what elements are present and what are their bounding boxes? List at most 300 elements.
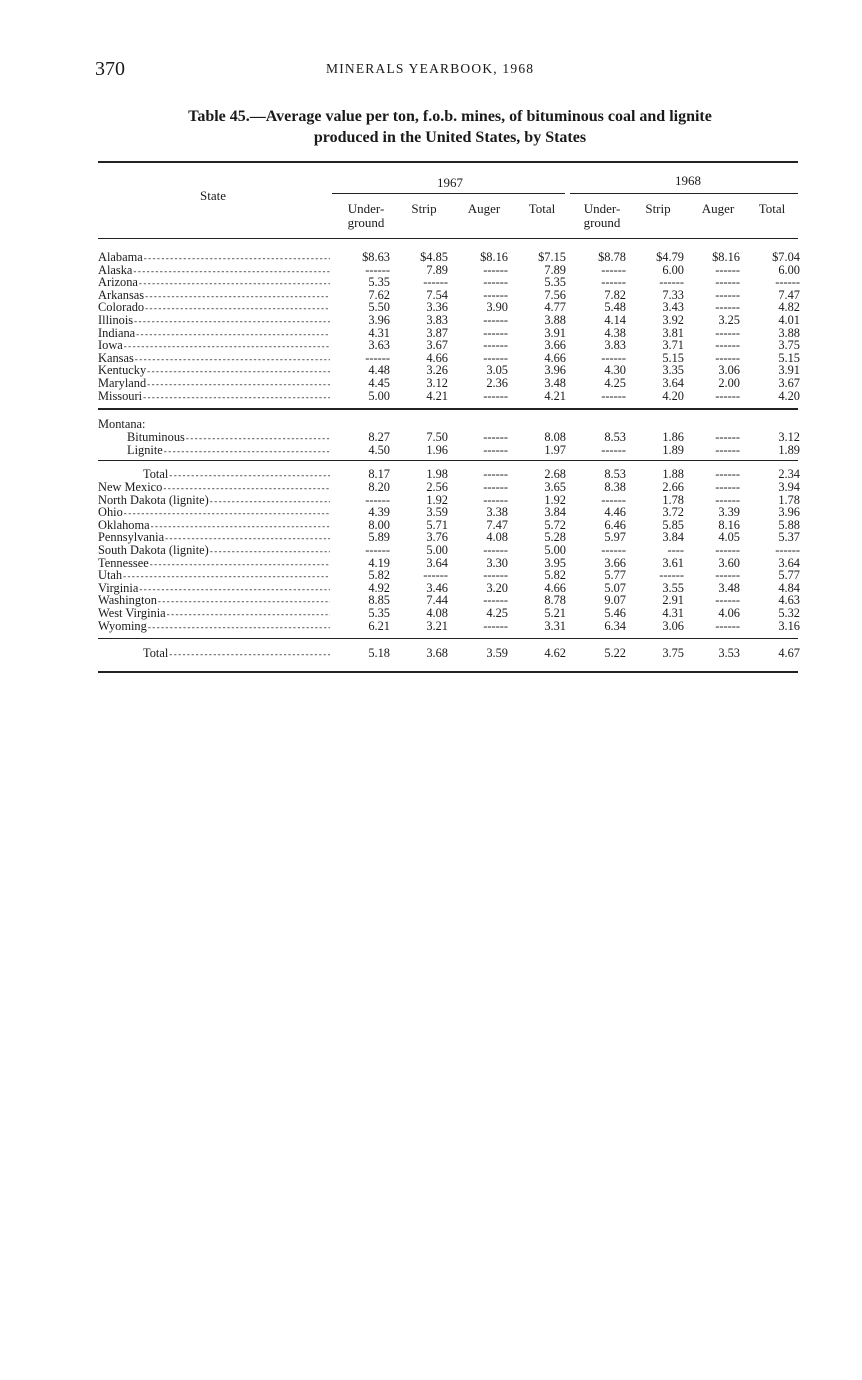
cell-value: 5.07 <box>604 580 626 595</box>
cell-value: 5.88 <box>778 517 800 532</box>
total-1967-header: Total <box>528 201 556 216</box>
row-label: Lignite ----- <box>127 444 330 458</box>
cell-value: ------ <box>715 593 740 608</box>
cell-value: 3.84 <box>544 505 566 520</box>
year-1968-header: 1968 <box>675 173 701 188</box>
auger-1967-header: Auger <box>467 201 501 216</box>
cell-value: 7.62 <box>368 287 390 302</box>
cell-value: ------ <box>715 300 740 315</box>
cell-value: 5.48 <box>604 300 626 315</box>
cell-value: 5.37 <box>778 530 800 545</box>
cell-value: 5.00 <box>426 543 448 557</box>
cell-value: 1.92 <box>426 492 448 507</box>
auger-1968-header: Auger <box>701 201 735 216</box>
cell-value: 3.94 <box>778 480 800 494</box>
bottom-rule <box>98 671 798 673</box>
cell-value: 4.30 <box>604 363 626 378</box>
cell-value: 3.83 <box>604 338 626 353</box>
table-row <box>98 557 802 570</box>
cell-value: 3.75 <box>662 646 684 660</box>
cell-value: 3.90 <box>486 300 508 315</box>
table-row <box>98 544 802 557</box>
cell-value: 3.05 <box>486 363 508 378</box>
cell-value: 3.66 <box>544 338 566 353</box>
cell-value: 3.92 <box>662 313 684 327</box>
cell-value: 8.38 <box>604 480 626 494</box>
cell-value: 1.92 <box>544 492 566 507</box>
cell-value: 3.65 <box>544 480 566 494</box>
table-row <box>98 352 802 365</box>
cell-value: 8.08 <box>544 430 566 444</box>
cell-value: 3.21 <box>426 618 448 633</box>
cell-value: 2.56 <box>426 480 448 494</box>
cell-value: 3.96 <box>368 313 390 327</box>
cell-value: 4.67 <box>778 646 800 660</box>
cell-value: $8.63 <box>362 250 390 264</box>
table-row <box>98 569 802 582</box>
row-label: Pennsylvania ----- <box>98 531 330 545</box>
row-label: Arkansas ----- <box>98 289 330 303</box>
cell-value: 4.25 <box>604 376 626 390</box>
cell-value: 3.12 <box>778 430 800 444</box>
cell-value: 4.08 <box>486 530 508 545</box>
cell-value: 6.00 <box>662 262 684 277</box>
cell-value: 3.91 <box>544 325 566 340</box>
row-label: Maryland ----- <box>98 377 330 391</box>
cell-value: 3.59 <box>426 505 448 520</box>
cell-value: ------ <box>659 275 684 290</box>
cell-value: 2.36 <box>486 376 508 390</box>
cell-value: ------ <box>365 350 390 365</box>
cell-value: 3.72 <box>662 505 684 520</box>
cell-value: ------ <box>715 442 740 457</box>
cell-value: ------ <box>715 275 740 290</box>
row-label: Alaska ----- <box>98 264 330 278</box>
row-label: Tennessee ----- <box>98 557 330 571</box>
grand-total-row <box>98 647 802 660</box>
cell-value: 1.89 <box>778 442 800 457</box>
cell-value: ---- <box>667 543 684 557</box>
row-label: Illinois ----- <box>98 314 330 328</box>
cell-value: 3.96 <box>544 363 566 378</box>
cell-value: 7.54 <box>426 287 448 302</box>
cell-value: 4.66 <box>544 580 566 595</box>
cell-value: 5.77 <box>778 568 800 583</box>
underground-1967-header: Under- ground <box>347 201 385 230</box>
cell-value: 4.63 <box>778 593 800 608</box>
cell-value: 3.12 <box>426 376 448 390</box>
table-row <box>98 620 802 633</box>
cell-value: 7.47 <box>778 287 800 302</box>
cell-value: $8.78 <box>598 250 626 264</box>
cell-value: 9.07 <box>604 593 626 608</box>
cell-value: 5.18 <box>368 646 390 660</box>
cell-value: 3.31 <box>544 618 566 633</box>
cell-value: ------ <box>715 325 740 340</box>
montana-subrow <box>98 444 802 457</box>
cell-value: ------ <box>715 262 740 277</box>
row-label: Kentucky ----- <box>98 364 330 378</box>
table-row <box>98 301 802 314</box>
cell-value: ------ <box>775 275 800 290</box>
cell-value: 1.96 <box>426 442 448 457</box>
cell-value: 4.48 <box>368 363 390 378</box>
table-title-line-2: produced in the United States, by States <box>313 129 587 146</box>
cell-value: ------ <box>483 593 508 608</box>
cell-value: 3.30 <box>486 555 508 570</box>
cell-value: 5.82 <box>544 568 566 583</box>
cell-value: 5.77 <box>604 568 626 583</box>
cell-value: 6.34 <box>604 618 626 633</box>
cell-value: ------ <box>483 287 508 302</box>
cell-value: 5.72 <box>544 517 566 532</box>
cell-value: 8.53 <box>604 430 626 444</box>
cell-value: 8.00 <box>368 517 390 532</box>
cell-value: 8.17 <box>368 467 390 481</box>
cell-value: 1.86 <box>662 430 684 444</box>
row-label: Oklahoma ----- <box>98 519 330 533</box>
cell-value: ------ <box>483 350 508 365</box>
cell-value: 3.36 <box>426 300 448 315</box>
cell-value: 5.35 <box>368 606 390 620</box>
row-label: Virginia ----- <box>98 582 330 596</box>
cell-value: 1.98 <box>426 467 448 481</box>
total-1968-header: Total <box>758 201 786 216</box>
cell-value: 8.16 <box>718 517 740 532</box>
montana-heading-row <box>98 418 802 431</box>
cell-value: 5.00 <box>368 388 390 403</box>
table-title-line-1: Table 45.—Average value per ton, f.o.b. mines, of bituminous coal and lignite <box>188 108 712 125</box>
cell-value: ------ <box>483 262 508 277</box>
table-row <box>98 481 802 494</box>
cell-value: 3.46 <box>426 580 448 595</box>
cell-value: 7.89 <box>544 262 566 277</box>
cell-value: 3.55 <box>662 580 684 595</box>
cell-value: 4.25 <box>486 606 508 620</box>
year-1967-header: 1967 <box>437 175 463 190</box>
cell-value: ------ <box>483 480 508 494</box>
cell-value: ------ <box>715 480 740 494</box>
state-header: State <box>200 188 226 203</box>
table-row <box>98 519 802 532</box>
table-row <box>98 390 802 403</box>
cell-value: 3.83 <box>426 313 448 327</box>
running-head: MINERALS YEARBOOK, 1968 <box>326 61 535 76</box>
montana-divider-rule <box>98 408 798 410</box>
cell-value: 4.08 <box>426 606 448 620</box>
cell-value: ------ <box>483 325 508 340</box>
cell-value: 4.21 <box>426 388 448 403</box>
cell-value: ------ <box>659 568 684 583</box>
table-row <box>98 289 802 302</box>
cell-value: $8.16 <box>712 250 740 264</box>
table-row <box>98 506 802 519</box>
strip-1967-header: Strip <box>411 201 437 216</box>
cell-value: 2.91 <box>662 593 684 608</box>
cell-value: ------ <box>483 467 508 481</box>
cell-value: 3.87 <box>426 325 448 340</box>
row-label: Bituminous ----- <box>127 431 330 445</box>
cell-value: ------ <box>423 568 448 583</box>
cell-value: 3.84 <box>662 530 684 545</box>
grand-total-rule <box>98 638 798 639</box>
table-row <box>98 327 802 340</box>
cell-value: 8.85 <box>368 593 390 608</box>
table-row <box>98 377 802 390</box>
cell-value: 4.82 <box>778 300 800 315</box>
underground-1968-header: Under- ground <box>583 201 621 230</box>
cell-value: 3.91 <box>778 363 800 378</box>
cell-value: ------ <box>483 543 508 557</box>
row-label: Wyoming ----- <box>98 620 330 634</box>
table-row <box>98 494 802 507</box>
cell-value: 7.50 <box>426 430 448 444</box>
cell-value: 5.35 <box>368 275 390 290</box>
cell-value: 2.66 <box>662 480 684 494</box>
row-label: Colorado ----- <box>98 301 330 315</box>
cell-value: 3.63 <box>368 338 390 353</box>
cell-value: 6.46 <box>604 517 626 532</box>
cell-value: 3.53 <box>718 646 740 660</box>
cell-value: 7.44 <box>426 593 448 608</box>
cell-value: 3.96 <box>778 505 800 520</box>
cell-value: ------ <box>365 492 390 507</box>
row-label: Iowa ----- <box>98 339 330 353</box>
row-label: Utah ----- <box>98 569 330 583</box>
cell-value: $7.15 <box>538 250 566 264</box>
cell-value: ------ <box>715 338 740 353</box>
cell-value: 4.31 <box>662 606 684 620</box>
cell-value: 4.46 <box>604 505 626 520</box>
row-label: Alabama ----- <box>98 251 330 265</box>
cell-value: 3.88 <box>778 325 800 340</box>
cell-value: ------ <box>365 543 390 557</box>
cell-value: 5.28 <box>544 530 566 545</box>
table-row <box>98 607 802 620</box>
cell-value: 6.21 <box>368 618 390 633</box>
cell-value: ------ <box>715 430 740 444</box>
row-label: New Mexico ----- <box>98 481 330 495</box>
cell-value: 3.61 <box>662 555 684 570</box>
cell-value: ------ <box>715 492 740 507</box>
cell-value: ------ <box>483 618 508 633</box>
cell-value: ------ <box>483 338 508 353</box>
cell-value: 1.88 <box>662 467 684 481</box>
cell-value: ------ <box>483 313 508 327</box>
cell-value: ------ <box>483 442 508 457</box>
cell-value: 5.15 <box>662 350 684 365</box>
header-bottom-rule <box>98 238 798 239</box>
cell-value: 4.66 <box>426 350 448 365</box>
cell-value: 4.39 <box>368 505 390 520</box>
cell-value: 3.26 <box>426 363 448 378</box>
row-label: Montana: <box>98 418 146 431</box>
row-label: Missouri ----- <box>98 390 330 404</box>
cell-value: 3.48 <box>718 580 740 595</box>
cell-value: 7.33 <box>662 287 684 302</box>
cell-value: 3.39 <box>718 505 740 520</box>
row-label: Washington ----- <box>98 594 330 608</box>
montana-subrow <box>98 431 802 444</box>
table-row <box>98 276 802 289</box>
table-row <box>98 264 802 277</box>
cell-value: 6.00 <box>778 262 800 277</box>
row-label: West Virginia ----- <box>98 607 330 621</box>
cell-value: $4.85 <box>420 250 448 264</box>
row-label: Ohio ----- <box>98 506 330 520</box>
cell-value: ------ <box>483 568 508 583</box>
cell-value: 4.45 <box>368 376 390 390</box>
cell-value: ------ <box>715 568 740 583</box>
cell-value: 3.64 <box>778 555 800 570</box>
cell-value: 5.85 <box>662 517 684 532</box>
cell-value: 3.60 <box>718 555 740 570</box>
cell-value: 5.50 <box>368 300 390 315</box>
cell-value: 4.05 <box>718 530 740 545</box>
cell-value: 4.06 <box>718 606 740 620</box>
cell-value: ------ <box>715 350 740 365</box>
page-number: 370 <box>95 58 125 80</box>
cell-value: ------ <box>601 388 626 403</box>
row-label: Total ----- <box>143 468 330 482</box>
cell-value: 3.88 <box>544 313 566 327</box>
cell-value: ------ <box>601 262 626 277</box>
montana-total-row <box>98 468 802 481</box>
cell-value: 7.47 <box>486 517 508 532</box>
cell-value: 4.20 <box>662 388 684 403</box>
cell-value: 7.82 <box>604 287 626 302</box>
cell-value: 5.82 <box>368 568 390 583</box>
table-row <box>98 251 802 264</box>
cell-value: ------ <box>715 388 740 403</box>
cell-value: ------ <box>483 388 508 403</box>
cell-value: $7.04 <box>772 250 800 264</box>
table-row <box>98 531 802 544</box>
montana-subtotal-rule <box>98 460 798 461</box>
cell-value: ------ <box>715 618 740 633</box>
cell-value: 3.48 <box>544 376 566 390</box>
cell-value: ------ <box>715 467 740 481</box>
cell-value: 5.71 <box>426 517 448 532</box>
cell-value: 3.71 <box>662 338 684 353</box>
cell-value: 4.62 <box>544 646 566 660</box>
cell-value: 1.78 <box>778 492 800 507</box>
cell-value: 3.59 <box>486 646 508 660</box>
cell-value: 5.97 <box>604 530 626 545</box>
table-row <box>98 314 802 327</box>
cell-value: ------ <box>483 275 508 290</box>
cell-value: ------ <box>365 262 390 277</box>
cell-value: 3.16 <box>778 618 800 633</box>
cell-value: 3.20 <box>486 580 508 595</box>
cell-value: 3.95 <box>544 555 566 570</box>
cell-value: 2.34 <box>778 467 800 481</box>
cell-value: 3.43 <box>662 300 684 315</box>
cell-value: 1.97 <box>544 442 566 457</box>
cell-value: 8.78 <box>544 593 566 608</box>
row-label: South Dakota (lignite) ----- <box>98 544 330 558</box>
cell-value: 2.68 <box>544 467 566 481</box>
row-label: Arizona ----- <box>98 276 330 290</box>
cell-value: 4.31 <box>368 325 390 340</box>
cell-value: 4.14 <box>604 313 626 327</box>
cell-value: 1.89 <box>662 442 684 457</box>
cell-value: 4.19 <box>368 555 390 570</box>
row-label: Indiana ----- <box>98 327 330 341</box>
cell-value: 4.66 <box>544 350 566 365</box>
row-label: North Dakota (lignite) ----- <box>98 494 330 508</box>
cell-value: 5.89 <box>368 530 390 545</box>
cell-value: ------ <box>715 543 740 557</box>
table-row <box>98 339 802 352</box>
cell-value: 5.21 <box>544 606 566 620</box>
table-row <box>98 594 802 607</box>
table-row <box>98 364 802 377</box>
cell-value: 5.22 <box>604 646 626 660</box>
cell-value: 3.25 <box>718 313 740 327</box>
cell-value: 3.67 <box>778 376 800 390</box>
cell-value: $8.16 <box>480 250 508 264</box>
cell-value: 3.64 <box>662 376 684 390</box>
cell-value: ------ <box>601 492 626 507</box>
cell-value: 2.00 <box>718 376 740 390</box>
cell-value: 3.76 <box>426 530 448 545</box>
top-rule <box>98 161 798 163</box>
cell-value: 4.77 <box>544 300 566 315</box>
cell-value: 3.66 <box>604 555 626 570</box>
cell-value: 8.20 <box>368 480 390 494</box>
cell-value: 4.01 <box>778 313 800 327</box>
cell-value: 4.20 <box>778 388 800 403</box>
cell-value: 4.92 <box>368 580 390 595</box>
cell-value: 3.35 <box>662 363 684 378</box>
cell-value: ------ <box>423 275 448 290</box>
cell-value: 5.46 <box>604 606 626 620</box>
cell-value: ------ <box>601 350 626 365</box>
table-title <box>110 106 790 148</box>
row-label: Total ----- <box>143 647 330 661</box>
cell-value: 3.67 <box>426 338 448 353</box>
cell-value: 7.56 <box>544 287 566 302</box>
cell-value: 8.27 <box>368 430 390 444</box>
cell-value: ------ <box>601 442 626 457</box>
cell-value: ------ <box>483 430 508 444</box>
cell-value: ------ <box>775 543 800 557</box>
cell-value: 1.78 <box>662 492 684 507</box>
cell-value: 4.38 <box>604 325 626 340</box>
cell-value: ------ <box>601 543 626 557</box>
year-1967-rule <box>332 193 565 194</box>
cell-value: 7.89 <box>426 262 448 277</box>
cell-value: 3.06 <box>662 618 684 633</box>
cell-value: 3.38 <box>486 505 508 520</box>
cell-value: 5.32 <box>778 606 800 620</box>
cell-value: 5.15 <box>778 350 800 365</box>
cell-value: 3.81 <box>662 325 684 340</box>
cell-value: 4.50 <box>368 442 390 457</box>
cell-value: ------ <box>601 275 626 290</box>
cell-value: 3.64 <box>426 555 448 570</box>
strip-1968-header: Strip <box>645 201 671 216</box>
row-label: Kansas ----- <box>98 352 330 366</box>
cell-value: 3.68 <box>426 646 448 660</box>
cell-value: 4.21 <box>544 388 566 403</box>
cell-value: ------ <box>715 287 740 302</box>
cell-value: 8.53 <box>604 467 626 481</box>
cell-value: 3.06 <box>718 363 740 378</box>
cell-value: 5.35 <box>544 275 566 290</box>
table-row <box>98 582 802 595</box>
